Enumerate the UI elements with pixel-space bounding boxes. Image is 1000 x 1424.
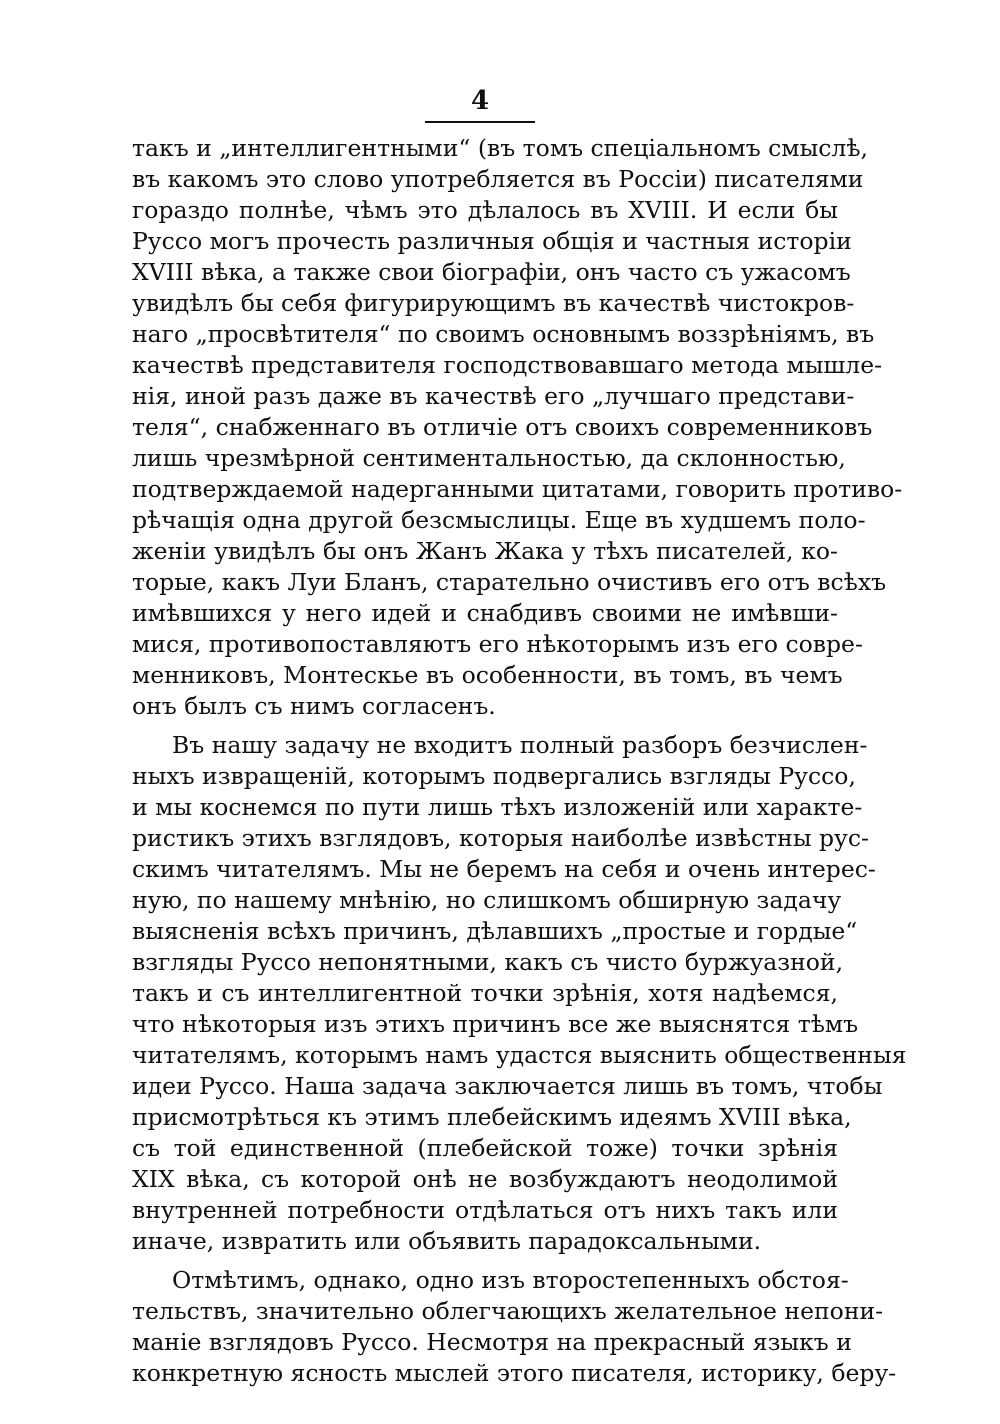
paragraph-gap	[132, 722, 838, 730]
text-line: увидѣлъ бы себя фигурирующимъ въ качествѣ чистокров-	[132, 289, 855, 317]
text-line: онъ былъ съ нимъ согласенъ.	[132, 692, 496, 720]
text-line: что нѣкоторыя изъ этихъ причинъ все же выяснятся тѣмъ	[132, 1010, 859, 1038]
text-line: теля“, снабженнаго въ отличіе отъ своихъ современниковъ	[132, 413, 873, 441]
text-line: маніе взглядовъ Руссо. Несмотря на прекрасный языкъ и	[132, 1328, 852, 1356]
text-line: конкретную ясность мыслей этого писателя, историку, беру-	[132, 1359, 897, 1387]
text-line: ныхъ извращеній, которымъ подвергались взгляды Руссо,	[132, 762, 856, 790]
text-line: наго „просвѣтителя“ по своимъ основнымъ воззрѣніямъ, въ	[132, 320, 875, 348]
text-line: съ той единственной (плебейской тоже) точки зрѣнія	[132, 1134, 838, 1162]
text-line: мися, противопоставляютъ его нѣкоторымъ изъ его совре-	[132, 630, 863, 658]
text-line: такъ и съ интеллигентной точки зрѣнія, хотя надѣемся,	[132, 979, 838, 1007]
text-line: XVIII вѣка, а также свои біографіи, онъ часто съ ужасомъ	[132, 258, 851, 286]
paragraph	[132, 1265, 897, 1389]
text-line: качествѣ представителя господствовавшаго метода мышле-	[132, 351, 883, 379]
text-line: тельствъ, значительно облегчающихъ желательное непони-	[132, 1297, 884, 1325]
text-line: читателямъ, которымъ намъ удастся выяснить общественныя	[132, 1041, 907, 1069]
text-line: Въ нашу задачу не входитъ полный разборъ безчислен-	[172, 731, 868, 759]
text-line: Руссо могъ прочесть различныя общія и частныя исторіи	[132, 227, 852, 255]
text-line: и мы коснемся по пути лишь тѣхъ изложеній или характе-	[132, 793, 863, 821]
text-line: менниковъ, Монтескье въ особенности, въ томъ, въ чемъ	[132, 661, 843, 689]
text-line: XIX вѣка, съ которой онѣ не возбуждаютъ неодолимой	[132, 1165, 838, 1193]
text-line: скимъ читателямъ. Мы не беремъ на себя и очень интерес-	[132, 855, 876, 883]
paragraph	[132, 730, 907, 1257]
text-line: гораздо полнѣе, чѣмъ это дѣлалось въ XVIII. И если бы	[132, 196, 838, 224]
text-line: подтверждаемой надерганными цитатами, говорить противо-	[132, 475, 903, 503]
text-line: нія, иной разъ даже въ качествѣ его „лучшаго представи-	[132, 382, 855, 410]
page-number: 4	[470, 86, 490, 116]
text-line: торые, какъ Луи Бланъ, старательно очистивъ его отъ всѣхъ	[132, 568, 887, 596]
text-line: женіи увидѣлъ бы онъ Жанъ Жака у тѣхъ писателей, ко-	[132, 537, 838, 565]
text-line: внутренней потребности отдѣлаться отъ нихъ такъ или	[132, 1196, 838, 1224]
text-line: рѣчащія одна другой безсмыслицы. Еще въ худшемъ поло-	[132, 506, 866, 534]
header-rule	[425, 121, 535, 123]
text-line: ную, по нашему мнѣнію, но слишкомъ обширную задачу	[132, 886, 842, 914]
text-line: идеи Руссо. Наша задача заключается лишь въ томъ, чтобы	[132, 1072, 883, 1100]
text-line: имѣвшихся у него идей и снабдивъ своими не имѣвши-	[132, 599, 838, 627]
text-line: взгляды Руссо непонятными, какъ съ чисто буржуазной,	[132, 948, 844, 976]
text-line: лишь чрезмѣрной сентиментальностью, да склонностью,	[132, 444, 846, 472]
paragraph	[132, 133, 903, 722]
paragraph-gap	[132, 1257, 838, 1265]
text-line: Отмѣтимъ, однако, одно изъ второстепенныхъ обстоя-	[172, 1266, 849, 1294]
text-line: выясненія всѣхъ причинъ, дѣлавшихъ „простые и гордые“	[132, 917, 858, 945]
text-line: присмотрѣться къ этимъ плебейскимъ идеямъ XVIII вѣка,	[132, 1103, 852, 1131]
body-text	[132, 133, 907, 1389]
text-line: иначе, извратить или объявить парадоксальными.	[132, 1227, 762, 1255]
text-line: такъ и „интеллигентными“ (въ томъ спеціальномъ смыслѣ,	[132, 134, 869, 162]
text-line: ристикъ этихъ взглядовъ, которыя наиболѣе извѣстны рус-	[132, 824, 869, 852]
text-line: въ какомъ это слово употребляется въ Россіи) писателями	[132, 165, 864, 193]
